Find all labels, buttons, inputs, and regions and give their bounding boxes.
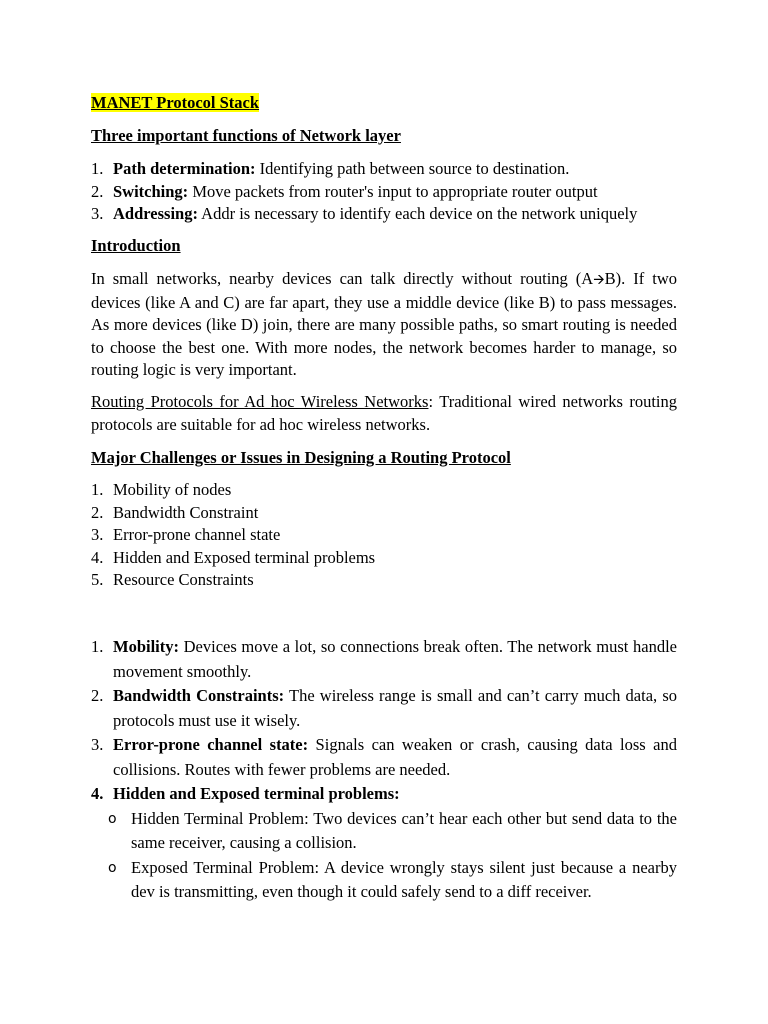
- list-item: 3. Error-prone channel state: [91, 525, 281, 544]
- routing-protocols-paragraph: Routing Protocols for Ad hoc Wireless Networks: Traditional wired networks routing protocols are suitable for ad hoc wireless networks.: [91, 392, 678, 434]
- list-item: 2. Bandwidth Constraints: The wireless range is small and can’t carry much data, so protocols must use it wisely.: [91, 686, 677, 730]
- list-item: 3. Error-prone channel state: Signals can weaken or crash, causing data loss and collisions. Routes with fewer problems are needed.: [91, 735, 677, 779]
- introduction-heading: Introduction: [91, 236, 181, 255]
- network-layer-list: [91, 158, 677, 226]
- bullet-icon: o: [108, 810, 117, 827]
- list-item: 4. Hidden and Exposed terminal problems: o Hidden Terminal Problem: Two devices can’t hear each other but send data to the same receiver, causing a collision. o Exposed Terminal Problem: A device wrongly stays silent just because a nearby dev is transmitting, even though it could safely send to a diff receiver.: [91, 782, 677, 905]
- title-text: MANET Protocol Stack: [91, 93, 260, 112]
- challenges-list: [91, 479, 677, 592]
- challenge-details-list: [91, 635, 677, 905]
- list-item: 4. Hidden and Exposed terminal problems: [91, 547, 376, 567]
- list-item: 2. Switching: Move packets from router's input to appropriate router output: [91, 181, 598, 201]
- sub-list-item: o Hidden Terminal Problem: Two devices can’t hear each other but send data to the same receiver, causing a collision.: [108, 808, 677, 852]
- challenges-heading: Major Challenges or Issues in Designing a Routing Protocol: [91, 448, 511, 467]
- list-item: 1. Mobility: Devices move a lot, so connections break often. The network must handle movement smoothly.: [91, 637, 677, 681]
- introduction-paragraph: In small networks, nearby devices can talk directly without routing (A🡪B). If two devices (like A and C) are far apart, they use a middle device (like B) to pass messages. As more devices (like D) join, there are many possible paths, so smart routing is needed to choose the best one. With more nodes, the network becomes harder to manage, so routing logic is very important.: [91, 269, 677, 379]
- list-item: 1. Mobility of nodes: [91, 480, 232, 499]
- network-layer-heading: Three important functions of Network layer: [91, 126, 401, 145]
- list-item: 3. Addressing: Addr is necessary to identify each device on the network uniquely: [91, 204, 638, 223]
- list-item: 2. Bandwidth Constraint: [91, 502, 259, 522]
- list-item: 5. Resource Constraints: [91, 570, 254, 589]
- list-item: 1. Path determination: Identifying path between source to destination.: [91, 159, 570, 178]
- document-title: [91, 92, 677, 115]
- bullet-icon: o: [108, 859, 117, 876]
- sub-list-item: o Exposed Terminal Problem: A device wrongly stays silent just because a nearby dev is transmitting, even though it could safely send to a diff receiver.: [108, 857, 677, 901]
- terminal-problems-sublist: [108, 807, 677, 905]
- right-arrow-icon: 🡪: [593, 272, 605, 288]
